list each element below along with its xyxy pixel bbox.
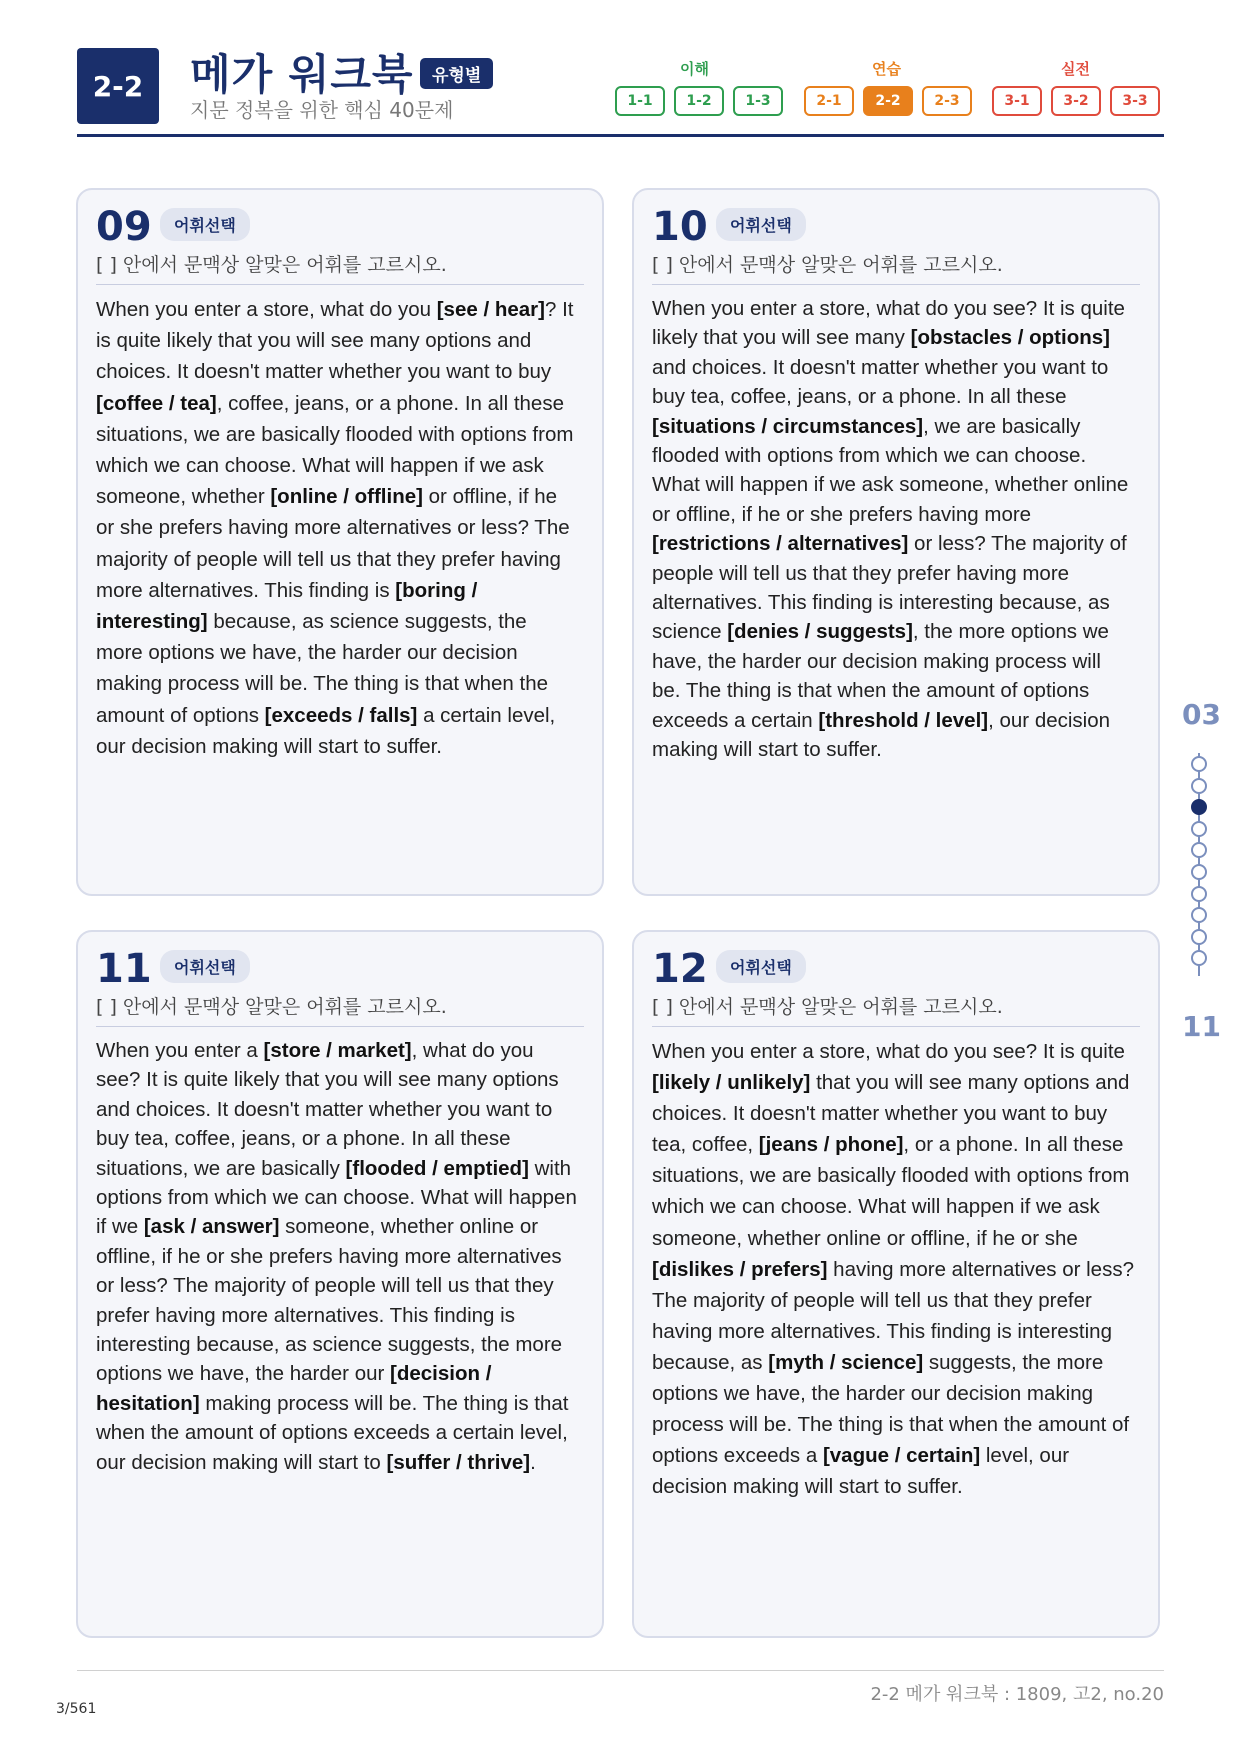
question-number: 10 [652,204,708,250]
question-divider [652,284,1140,285]
question-passage: When you enter a [store / market], what do you see? It is quite likely that you will see many options and choices. It doesn't matter whether you want to buy tea, coffee, jeans, or a phone. In all these situations, we are basically [flooded / emptied] with options from which we can choose. What will happen if we [ask / answer] someone, whether online or offline, if he or she prefers having more alternatives or less? The majority of people will tell us that they prefer having more alternatives. This finding is interesting because, as science suggests, the more options we have, the harder our [decision / hesitation] making process will be. The thing is that when the amount of options exceeds a certain level, our decision making will start to [suffer / thrive]. [96,1039,577,1474]
choice-bracket: [exceeds / falls] [264,703,418,727]
level-button-3-2[interactable]: 3-2 [1051,86,1101,116]
question-type-tag: 어휘선택 [160,208,250,241]
side-nav-dot[interactable] [1191,756,1207,772]
side-nav-dot[interactable] [1191,778,1207,794]
question-divider [96,1026,584,1027]
choice-bracket: [likely / unlikely] [652,1071,811,1095]
side-nav-dot[interactable] [1191,842,1207,858]
side-nav-dot[interactable] [1191,929,1207,945]
choice-bracket: [decision / hesitation] [96,1362,492,1415]
choice-bracket: [coffee / tea] [96,391,217,415]
question-number: 09 [96,204,152,250]
choice-bracket: [obstacles / options] [910,326,1110,350]
side-nav-dot[interactable] [1191,821,1207,837]
question-type-tag: 어휘선택 [160,950,250,983]
page-title: 메가 워크북 [190,50,414,99]
question-card-09 [76,188,604,896]
question-passage: When you enter a store, what do you see? It is quite likely that you will see many [obstacles / options] and choices. It doesn't matter whether you want to buy tea, coffee, jeans, or a phone. In all these [situations / circumstances], we are basically flooded with options from which we can choose. What will happen if we ask someone, whether online or offline, if he or she prefers having more [restrictions / alternatives] or less? The majority of people will tell us that they prefer having more alternatives. This finding is interesting because, as science [denies / suggests], the more options we have, the harder our decision making process will be. The thing is that when the amount of options exceeds a certain [threshold / level], our decision making will start to suffer. [652,297,1129,762]
choice-bracket: [jeans / phone] [758,1133,904,1157]
level-button-3-1[interactable]: 3-1 [992,86,1042,116]
choice-bracket: [threshold / level] [818,708,989,732]
choice-bracket: [flooded / emptied] [345,1156,529,1180]
group-label-understand: 이해 [680,60,709,78]
question-divider [652,1026,1140,1027]
side-nav-dot-active[interactable] [1191,799,1207,815]
choice-bracket: [online / offline] [270,485,423,509]
level-button-1-3[interactable]: 1-3 [733,86,783,116]
level-button-3-3[interactable]: 3-3 [1110,86,1160,116]
question-number: 11 [96,946,152,992]
page-subtitle: 지문 정복을 위한 핵심 40문제 [190,98,454,122]
side-nav-dot[interactable] [1191,950,1207,966]
group-label-practice: 연습 [872,60,901,78]
choice-bracket: [restrictions / alternatives] [652,532,909,556]
question-instruction: [ ] 안에서 문맥상 알맞은 어휘를 고르시오. [96,254,447,276]
type-tag: 유형별 [420,58,493,89]
choice-bracket: [situations / circumstances] [652,414,924,438]
question-passage: When you enter a store, what do you [see / hear]? It is quite likely that you will see many options and choices. It doesn't matter whether you want to buy [coffee / tea], coffee, jeans, or a phone. In all these situations, we are basically flooded with options from which we can choose. What will happen if we ask someone, whether [online / offline] or offline, if he or she prefers having more alternatives or less? The majority of people will tell us that they prefer having more alternatives. This finding is [boring / interesting] because, as science suggests, the more options we have, the harder our decision making process will be. The thing is that when the amount of options [exceeds / falls] a certain level, our decision making will start to suffer. [96,298,574,758]
choice-bracket: [boring / interesting] [96,578,478,634]
question-type-tag: 어휘선택 [716,208,806,241]
question-passage: When you enter a store, what do you see? It is quite [likely / unlikely] that you will see many options and choices. It doesn't matter whether you want to buy tea, coffee, [jeans / phone], or a phone. In all these situations, we are basically flooded with options from which we can choose. What will happen if we ask someone, whether online or offline, if he or she [dislikes / prefers] having more alternatives or less? The majority of people will tell us that they prefer having more alternatives. This finding is interesting because, as [myth / science] suggests, the more options we have, the harder our decision making process will be. The thing is that when the amount of options exceeds a [vague / certain] level, our decision making will start to suffer. [652,1040,1134,1499]
side-nav-end: 11 [1182,1010,1221,1043]
choice-bracket: [store / market] [263,1039,412,1062]
question-card-10 [632,188,1160,896]
choice-bracket: [vague / certain] [822,1444,981,1468]
question-instruction: [ ] 안에서 문맥상 알맞은 어휘를 고르시오. [652,996,1003,1018]
group-label-real: 실전 [1061,60,1090,78]
choice-bracket: [ask / answer] [143,1215,280,1239]
side-nav-start: 03 [1182,698,1221,731]
header-divider [77,134,1164,137]
question-instruction: [ ] 안에서 문맥상 알맞은 어휘를 고르시오. [96,996,447,1018]
level-button-2-1[interactable]: 2-1 [804,86,854,116]
choice-bracket: [see / hear] [436,298,545,321]
choice-bracket: [myth / science] [768,1350,924,1374]
level-button-1-2[interactable]: 1-2 [674,86,724,116]
question-type-tag: 어휘선택 [716,950,806,983]
level-button-2-3[interactable]: 2-3 [922,86,972,116]
question-card-11 [76,930,604,1638]
question-divider [96,284,584,285]
question-instruction: [ ] 안에서 문맥상 알맞은 어휘를 고르시오. [652,254,1003,276]
choice-bracket: [suffer / thrive] [386,1450,531,1474]
choice-bracket: [dislikes / prefers] [652,1257,828,1281]
question-number: 12 [652,946,708,992]
choice-bracket: [denies / suggests] [727,620,913,644]
footer-source: 2-2 메가 워크북 : 1809, 고2, no.20 [870,1684,1164,1705]
level-button-1-1[interactable]: 1-1 [615,86,665,116]
footer-divider [77,1670,1164,1671]
side-nav-dot[interactable] [1191,864,1207,880]
side-nav-dot[interactable] [1191,886,1207,902]
level-button-2-2[interactable]: 2-2 [863,86,913,116]
side-nav-dot[interactable] [1191,907,1207,923]
question-card-12 [632,930,1160,1638]
page-number: 3/561 [56,1701,97,1717]
section-badge: 2-2 [77,48,159,124]
